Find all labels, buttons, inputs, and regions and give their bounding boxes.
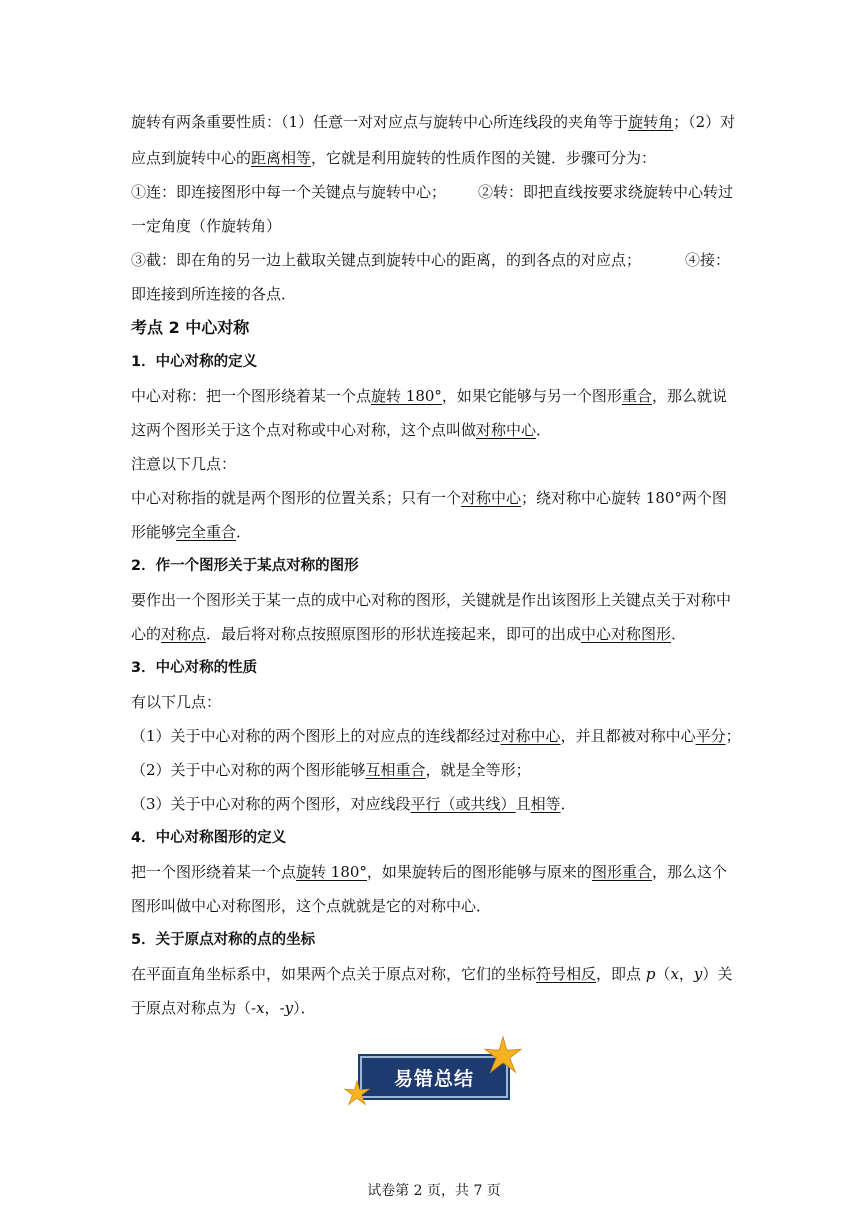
math-variable: -y [279, 999, 294, 1017]
paragraph-line [131, 112, 735, 132]
star-icon [484, 1036, 522, 1074]
paragraph-line [131, 148, 656, 168]
paragraph-line: 在平面直角坐标系中，如果两个点关于原点对称，它们的坐标符号相反，即点 p（x，y）关 [131, 965, 733, 983]
step-line [131, 250, 730, 270]
underlined-term: 距离相等 [251, 149, 312, 167]
paragraph-line: 于原点对称点为（-x，-y）． [131, 999, 316, 1017]
text: ；（2）对 [673, 113, 736, 131]
underlined-term: 对称中心 [461, 489, 522, 507]
paragraph-line: 把一个图形绕着某一个点旋转 180°，如果旋转后的图形能够与原来的图形重合，那么这个 [131, 863, 727, 881]
page-footer: 试卷第 2 页，共 7 页 [367, 1183, 501, 1199]
math-variable: -x [251, 999, 265, 1017]
banner-title: 易错总结 [393, 1067, 474, 1090]
section-heading: 考点 2 中心对称 [131, 318, 250, 337]
subsection-title: 5．关于原点对称的点的坐标 [131, 932, 316, 948]
step-cut: ③截：即在角的另一边上截取关键点到旋转中心的距离，的到各点的对应点； [131, 251, 642, 269]
subsection-title: 4．中心对称图形的定义 [131, 830, 287, 846]
paragraph-line: 这两个图形关于这个点对称或中心对称，这个点叫做对称中心． [131, 421, 552, 439]
underlined-term: 平行（或共线） [410, 795, 516, 813]
underlined-term: 符号相反 [536, 965, 597, 983]
math-variable: x [670, 965, 679, 983]
underlined-term: 中心对称图形 [581, 625, 672, 643]
step-join: ④接： [685, 251, 731, 269]
paragraph-line: 一定角度（作旋转角） [131, 217, 282, 235]
math-variable: p [645, 965, 656, 983]
mistakes-summary-banner [356, 1052, 512, 1102]
text: ，它就是利用旋转的性质作图的关键．步骤可分为： [311, 149, 657, 167]
underlined-term: 旋转 180° [371, 387, 442, 405]
paragraph-line: （1）关于中心对称的两个图形上的对应点的连线都经过对称中心，并且都被对称中心平分； [131, 727, 741, 745]
star-icon [344, 1080, 370, 1106]
step-rotate: ②转：即把直线按要求绕旋转中心转过 [478, 183, 734, 201]
underlined-term: 对称中心 [476, 421, 537, 439]
step-connect: ①连：即连接图形中每一个关键点与旋转中心； [131, 183, 447, 201]
paragraph-line: 形能够完全重合． [131, 523, 252, 541]
paragraph-line: 有以下几点： [131, 693, 222, 711]
paragraph-line: 图形叫做中心对称图形，这个点就就是它的对称中心． [131, 897, 492, 915]
subsection-title: 1．中心对称的定义 [131, 354, 258, 370]
paragraph-line: 要作出一个图形关于某一点的成中心对称的图形，关键就是作出该图形上关键点关于对称中 [131, 591, 732, 609]
text: 应点到旋转中心的 [131, 149, 252, 167]
underlined-term: 相等 [530, 795, 561, 813]
underlined-term: 对称点 [161, 625, 207, 643]
paragraph-line: （2）关于中心对称的两个图形能够互相重合，就是全等形； [131, 761, 531, 779]
underlined-term: 旋转 180° [296, 863, 367, 881]
underlined-term: 平分 [695, 727, 726, 745]
subsection-title: 3．中心对称的性质 [131, 660, 258, 676]
paragraph-line: 即连接到所连接的各点． [131, 285, 297, 303]
paragraph-line: 中心对称：把一个图形绕着某一个点旋转 180°，如果它能够与另一个图形重合，那么就说 [131, 387, 727, 405]
underlined-term: 图形重合 [591, 863, 652, 881]
paragraph-line: （3）关于中心对称的两个图形，对应线段平行（或共线）且相等． [131, 795, 576, 813]
paragraph-line: 注意以下几点： [131, 455, 237, 473]
text: 旋转有两条重要性质：（1）任意一对对应点与旋转中心所连线段的夹角等于 [131, 113, 629, 131]
paragraph-line: 中心对称指的就是两个图形的位置关系；只有一个对称中心；绕对称中心旋转 180°两个图 [131, 489, 727, 507]
underlined-term: 完全重合 [176, 523, 237, 541]
math-variable: y [693, 965, 703, 983]
subsection-title: 2．作一个图形关于某点对称的图形 [131, 558, 359, 574]
underlined-term: 对称中心 [500, 727, 561, 745]
underlined-term: 互相重合 [365, 761, 426, 779]
underlined-term: 旋转角 [628, 113, 674, 131]
underlined-term: 重合 [621, 387, 652, 405]
paragraph-line: 心的对称点．最后将对称点按照原图形的形状连接起来，即可的出成中心对称图形． [131, 625, 687, 643]
step-line [131, 182, 733, 202]
